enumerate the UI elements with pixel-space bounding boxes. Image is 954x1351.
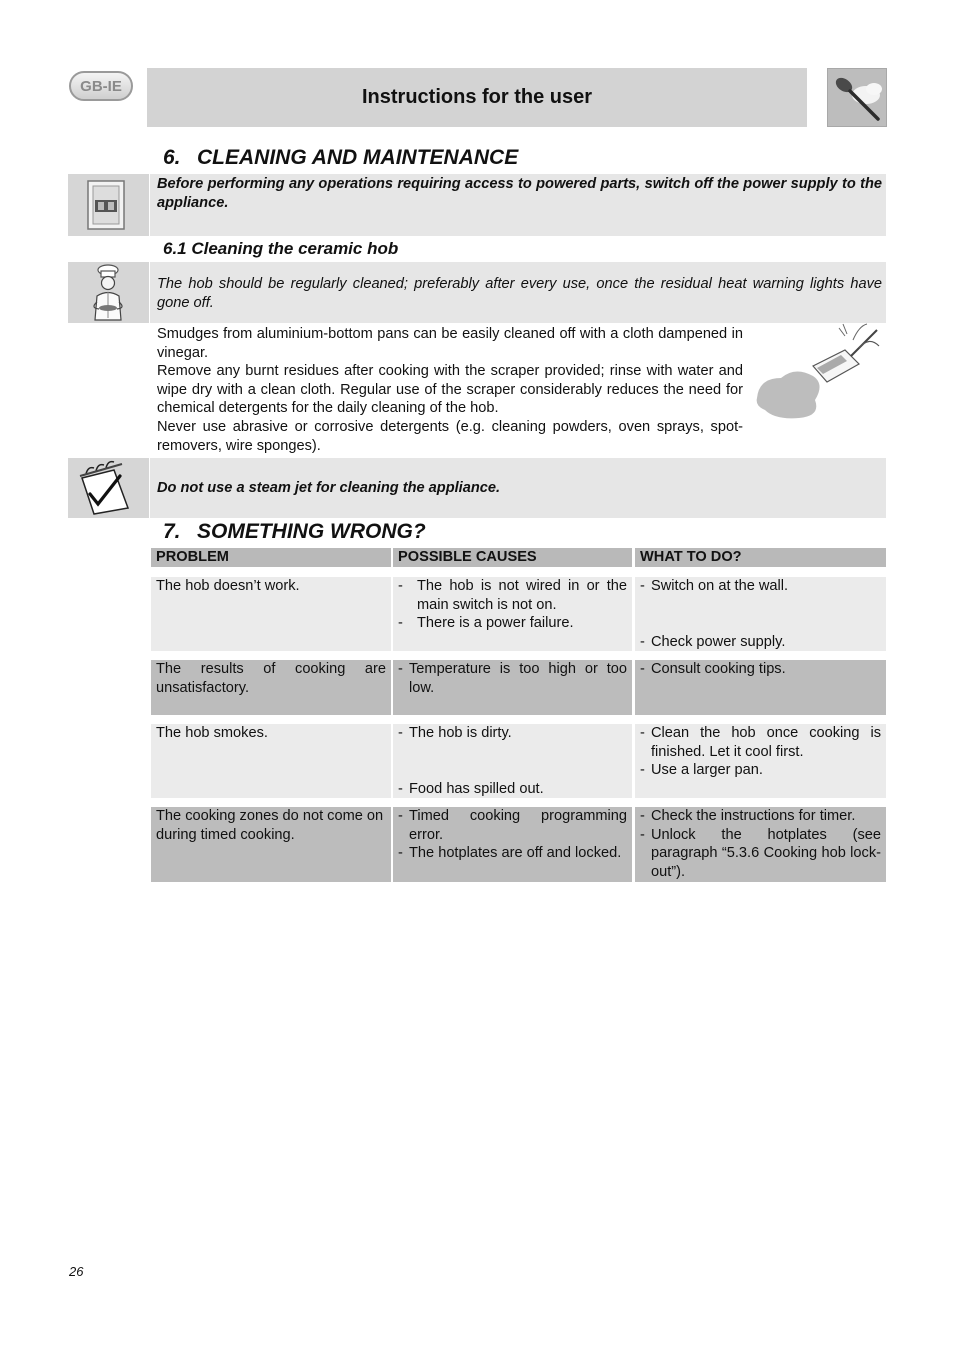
problem-text: The hob smokes.: [156, 725, 268, 741]
table-row-3-causes: [393, 724, 632, 798]
table-row-2-causes: [393, 660, 632, 715]
page-title: Instructions for the user: [361, 86, 593, 108]
table-row-2-problem: [151, 660, 391, 715]
section-7-title: SOMETHING WRONG?: [197, 520, 426, 543]
table-row-2-actions: [635, 660, 886, 715]
list-item: - The hob is not wired in or the main switch is not on.: [398, 578, 627, 613]
warning-text: Before performing any operations requiring access to powered parts, switch off the power supply to the appliance.: [157, 176, 882, 211]
list-item: - Switch on at the wall.: [640, 578, 789, 594]
list-item: - Food has spilled out.: [398, 780, 544, 797]
list-item: - Consult cooking tips.: [640, 661, 786, 677]
list-item: - There is a power failure.: [398, 615, 574, 632]
cleaning-instructions: [157, 325, 743, 455]
column-header-problem: PROBLEM: [151, 548, 391, 567]
problem-text: The hob doesn’t work.: [156, 578, 300, 594]
table-row-4-causes: [393, 807, 632, 882]
section-6-heading: [163, 146, 518, 170]
page-number: 26: [69, 1264, 84, 1279]
list-item: - Use a larger pan.: [640, 762, 763, 779]
notepad-check-icon: [68, 458, 149, 518]
table-row-4-problem: [151, 807, 391, 882]
table-row-1-problem: [151, 577, 391, 651]
list-item: - Clean the hob once cooking is finished. Let it cool first.: [640, 725, 881, 760]
paragraph: Smudges from aluminium-bottom pans can be easily cleaned off with a cloth dampened in vinegar.: [157, 326, 743, 361]
column-header-causes: POSSIBLE CAUSES: [393, 548, 632, 567]
column-header-actions: WHAT TO DO?: [635, 548, 886, 567]
scraper-icon: [755, 320, 883, 420]
table-row-4-actions: [635, 807, 886, 882]
section-6-title: CLEANING AND MAINTENANCE: [197, 146, 519, 169]
power-switch-icon: [68, 174, 149, 236]
header-bar: [147, 68, 807, 127]
spoon-icon: [827, 68, 887, 127]
list-item: - Check power supply.: [640, 633, 786, 650]
paragraph: Remove any burnt residues after cooking with the scraper provided; rinse with water and wipe dry with a clean cloth. Regular use of the scraper considerably reduces the need for chemical detergents for the daily cleaning of the hob.: [157, 363, 743, 417]
list-item: - Timed cooking programming error.: [398, 808, 627, 843]
language-badge: GB-IE: [69, 71, 133, 101]
cleaning-note-text: The hob should be regularly cleaned; preferably after every use, once the residual heat warning lights have gone off.: [157, 276, 882, 311]
list-item: - Unlock the hotplates (see paragraph “5.3.6 Cooking hob lock-out”).: [640, 826, 881, 880]
table-row-1-actions: [635, 577, 886, 651]
chef-icon: [68, 262, 149, 323]
section-6-number: 6.: [163, 146, 181, 169]
list-item: - The hob is dirty.: [398, 725, 512, 741]
list-item: - Check the instructions for timer.: [640, 808, 856, 824]
section-7-number: 7.: [163, 520, 181, 543]
table-row-3-actions: [635, 724, 886, 798]
section-6-1-heading: 6.1 Cleaning the ceramic hob: [163, 239, 399, 258]
caution-text: Do not use a steam jet for cleaning the appliance.: [157, 480, 501, 496]
list-item: - The hotplates are off and locked.: [398, 845, 622, 862]
section-7-heading: [163, 520, 426, 544]
paragraph: Never use abrasive or corrosive detergents (e.g. cleaning powders, oven sprays, spot-removers, wire sponges).: [157, 418, 743, 454]
table-row-1-causes: [393, 577, 632, 651]
problem-text: The cooking zones do not come on during timed cooking.: [156, 808, 384, 843]
problem-text: The results of cooking are unsatisfactory.: [156, 661, 386, 696]
list-item: - Temperature is too high or too low.: [398, 661, 627, 696]
table-row-3-problem: [151, 724, 391, 798]
